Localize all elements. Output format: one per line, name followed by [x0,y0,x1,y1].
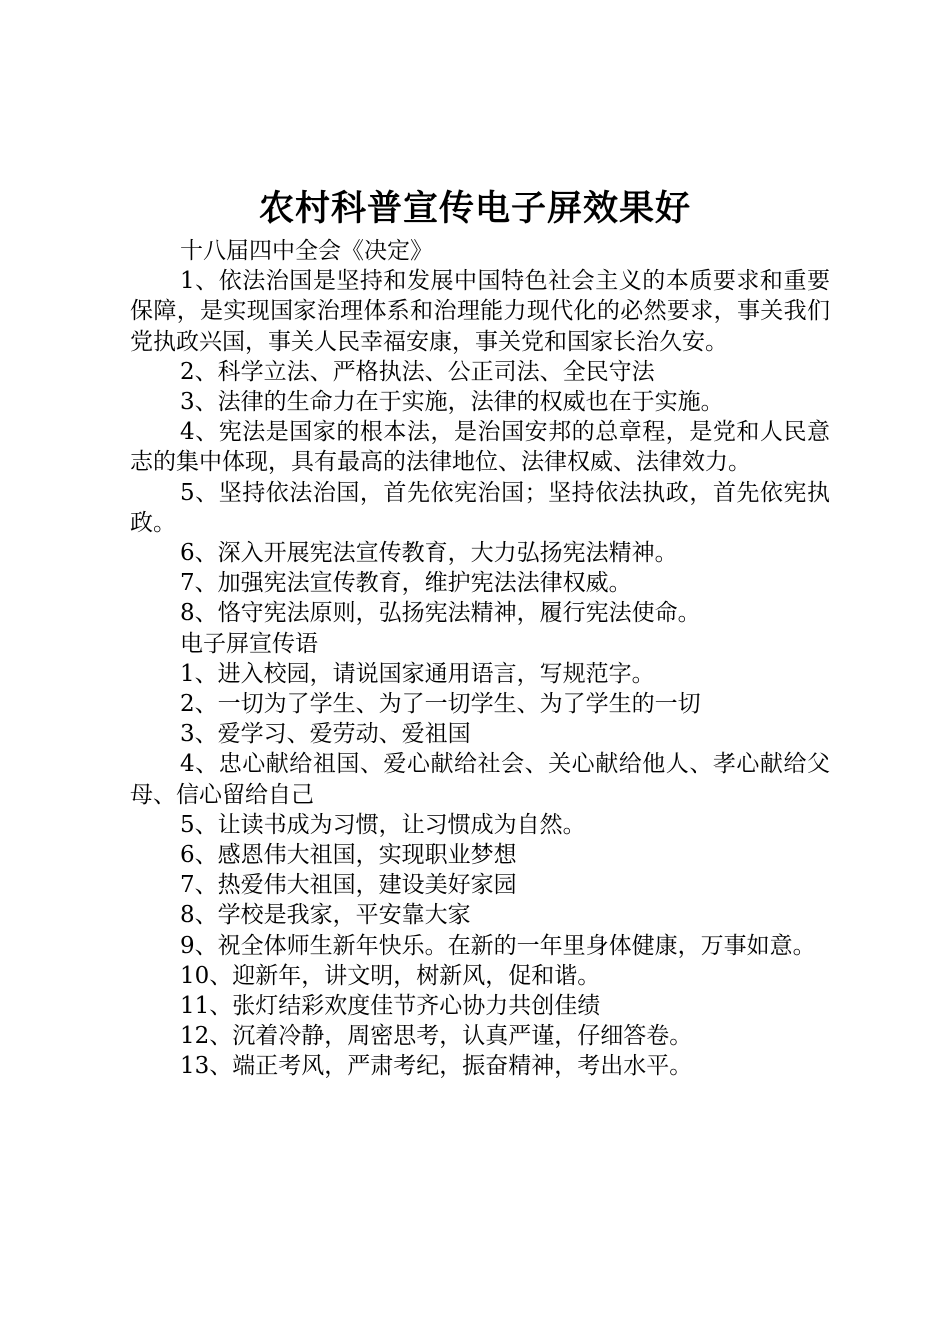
document-title: 农村科普宣传电子屏效果好 [258,188,691,229]
paragraph: 1、依法治国是坚持和发展中国特色社会主义的本质要求和重要保障，是实现国家治理体系和治理能力现代化的必然要求，事关我们党执政兴国，事关人民幸福安康，事关党和国家长治久安。 [130,268,830,355]
paragraph: 6、感恩伟大祖国，实现职业梦想 [180,842,517,869]
paragraph: 10、迎新年，讲文明，树新风，促和谐。 [180,962,601,989]
paragraph: 8、学校是我家，平安靠大家 [180,902,471,929]
paragraph: 6、深入开展宪法宣传教育，大力弘扬宪法精神。 [180,540,678,567]
paragraph: 2、一切为了学生、为了一切学生、为了学生的一切 [180,691,701,718]
paragraph: 11、张灯结彩欢度佳节齐心协力共创佳绩 [180,993,601,1020]
paragraph: 3、法律的生命力在于实施，法律的权威也在于实施。 [180,389,724,416]
paragraph: 1、进入校园，请说国家通用语言，写规范字。 [180,660,655,687]
paragraph: 8、恪守宪法原则，弘扬宪法精神，履行宪法使命。 [180,600,701,627]
document-body [130,236,830,1082]
paragraph: 13、端正考风，严肃考纪，振奋精神，考出水平。 [180,1053,693,1080]
paragraph: 7、加强宪法宣传教育，维护宪法法律权威。 [180,570,632,597]
section-heading-slogans: 电子屏宣传语 [180,630,318,657]
paragraph: 7、热爱伟大祖国，建设美好家园 [180,872,517,899]
paragraph: 12、沉着冷静，周密思考，认真严谨，仔细答卷。 [180,1023,693,1050]
paragraph: 4、宪法是国家的根本法，是治国安邦的总章程，是党和人民意志的集中体现，具有最高的法律地位、法律权威、法律效力。 [130,419,830,476]
paragraph: 3、爱学习、爱劳动、爱祖国 [180,721,471,748]
paragraph: 2、科学立法、严格执法、公正司法、全民守法 [180,358,655,385]
paragraph: 4、忠心献给祖国、爱心献给社会、关心献给他人、孝心献给父母、信心留给自己 [130,751,830,808]
paragraph: 5、让读书成为习惯，让习惯成为自然。 [180,811,586,838]
paragraph: 5、坚持依法治国，首先依宪治国；坚持依法执政，首先依宪执政。 [130,479,830,536]
paragraph: 9、祝全体师生新年快乐。在新的一年里身体健康，万事如意。 [180,932,816,959]
section-heading-decision: 十八届四中全会《决定》 [180,238,433,264]
